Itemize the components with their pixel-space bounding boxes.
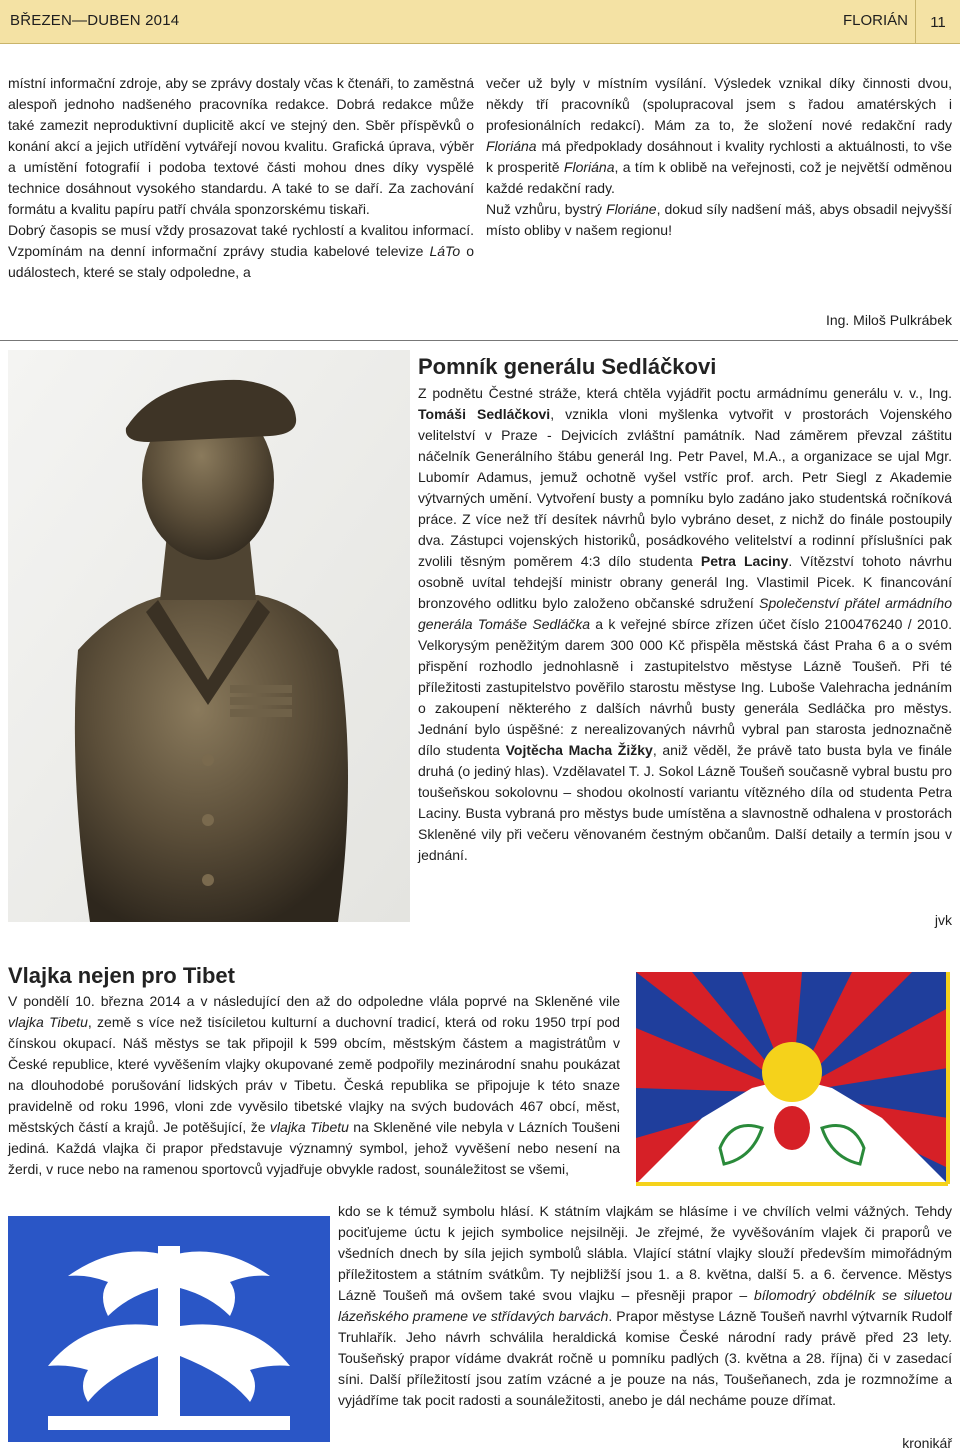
paragraph: kdo se k témuž symbolu hlásí. K státním vlajkám se hlásíme i ve chvílích velmi vážných. Tehdy pociťujeme úctu k jejich symbolice nejsilněji. Je zřejmé, že vyvěšováním vlajek či praporů ve všedních dnech by síla jejich symbolů slábla. Vlající státní vlajky slouží především mimořádným příležitostem a státním svátkům. Ty nejbližší jsou 1. a 8. května, další 5. a 6. července. Městys Lázně Toušeň má ovšem také svou vlajku – přesněji prapor – bílomodrý obdélník se siluetou lázeňského pramene ve střídavých barvách. Prapor městyse Lázně Toušeň navrhl výtvarník Rudolf Truhlařík. Jeho návrh schválila heraldická komise České národní rady právě před 23 lety. Toušeňský prapor vídáme dvakrát ročně u pomníku padlých (3. května a 28. října) či v zasedací síni. Další příležitostí jsou zatím vzácné a je pouze na nás, Toušeňanech, zda je rozmnožíme a vyjádříme tak pocit radosti a sounáležitosti, anebo je dál necháme pouze dřímat. — [338, 1203, 952, 1408]
article1-signature: Ing. Miloš Pulkrábek — [825, 312, 952, 328]
divider — [0, 340, 958, 341]
article3-body-top — [8, 991, 620, 1180]
article3-title: Vlajka nejen pro Tibet — [8, 963, 235, 988]
article2-title: Pomník generálu Sedláčkovi — [418, 354, 717, 379]
magazine-name: FLORIÁN — [842, 12, 908, 29]
article2-body — [418, 383, 952, 866]
paragraph: Z podnětu Čestné stráže, která chtěla vyjádřit poctu armádnímu generálu v. v., Ing. Tomáši Sedláčkovi, vznikla vloni myšlenka vytvořit v prostorách Vojenského velitelství v Praze - Dejvicích zvláštní památník. Nad záměrem převzal záštitu náčelník Generálního štábu generál Ing. Petr Pavel, M.A., a organizace se ujal Mgr. Lubomír Adamus, jemuž ochotně vyšel vstříc prof. arch. Petr Siegl z Akademie výtvarných umění. Vytvoření busty a pomníku bylo zadáno jako studentská ročníková práce. Z více než tří desítek návrhů bylo vybráno deset, z nichž do finále postoupily dva. Zástupci vojenských historiků, posádkového velitelství a rodinní příslušníci pak zvolili těsným poměrem 4:3 dílo studenta Petra Laciny. Vítězství tohoto návrhu osobně uvítal tehdejší ministr obrany generál Ing. Vlastimil Picek. K financování bronzového odlitku bylo založeno občanské sdružení Společenství přátel armádního generála Tomáše Sedláčka a k veřejné sbírce zřízen účet číslo 2100476240 / 2010. Velkorysým peněžitým darem 300 000 Kč přispěla městská část Praha 6 a o svém přispění rozhodlo jednohlasně i zastupitelstvo městyse Lázně Toušeň. Při té příležitosti zastupitelstvo pověřilo starostu městyse Ing. Luboše Valehracha jednáním o zakoupení některého z dalších návrhů busty generála Sedláčka pro městys. Jednání bylo úspěšné: z nerealizovaných návrhů vybral pan starosta jednoznačně dílo studenta Vojtěcha Macha Žižky, aniž věděl, že právě tato busta byla ve finále druhá (o jediný hlas). Vzdělavatel T. J. Sokol Lázně Toušeň současně vybral bustu pro toušeňskou sokolovnu – shodou okolností variantu vítězného díla od studenta Petra Laciny. Busta vybraná pro městys bude umístěna a slavnostně odhalena v prostorách Skleněné vily při večeru věnovaném čestným občanům. Další detaily a termín jsou v jednání. — [418, 385, 953, 863]
article1-column-right — [486, 73, 952, 241]
paragraph: Nuž vzhůru, bystrý Floriáne, dokud síly nadšení máš, abys obsadil nejvyšší místo obliby v našem regionu! — [486, 201, 952, 238]
page-header — [0, 0, 960, 44]
paragraph: Dobrý časopis se musí vždy prosazovat také rychlostí a kvalitou informací. Vzpomínám na denní informační zprávy studia kabelové televize LáTo o událostech, které se staly odpoledne, a — [8, 222, 474, 280]
bust-photo — [8, 350, 410, 922]
town-flag — [8, 1216, 330, 1442]
paragraph: místní informační zdroje, aby se zprávy dostaly včas k čtenáři, to zaměstná alespoň jednoho nadšeného pracovníka redakce. Dobrá redakce může také zamezit neproduktivní duplicitě akcí ve stejný den. Sběr příspěvků o konání akcí a jejich utřídění vytvářejí novou kvalitu. Grafická úprava, výběr a umístění fotografií i podoba textové části mohou dnes díky vyspělé technice dosáhnout vysokého standardu. A také to se daří. Za zachování formátu a kvalitu papíru patří chvála sponzorskému tiskaři. — [8, 75, 474, 217]
article2-signature: jvk — [934, 912, 952, 928]
article3-body-bottom — [338, 1201, 952, 1411]
article1-column-left — [8, 73, 474, 283]
paragraph: večer už byly v místním vysílání. Výsledek vznikal díky činnosti dvou, někdy tří pracovníků (spolupracoval jsem s řadou amatérských i profesionálních redakcí). Mám za to, že složení nové redakční rady Floriána má předpoklady dosáhnout i kvality rychlosti a aktuálnosti, to vše k prosperitě Floriána, a tím k oblibě na veřejnosti, což je největší odměnou každé redakční rady. — [486, 75, 952, 196]
tibet-flag — [632, 968, 952, 1188]
paragraph: V pondělí 10. března 2014 a v následující den až do odpoledne vlála poprvé na Skleněné vile vlajka Tibetu, země s více než tisíciletou kulturní a duchovní tradicí, která od roku 1950 trpí pod čínskou okupací. Náš městys se tak připojil k 599 obcím, městským částem a magistrátům v České republice, které vyvěšením vlajky okupované země podpořily mezinárodní snahu poukázat na dlouhodobé porušování lidských práv v Tibetu. Česká republika se připojuje k této snaze pravidelně od roku 1996, vloni zde vyvěsilo tibetské vlajky na svých budovách 467 obcí, měst, městských částí a krajů. Je potěšující, že vlajka Tibetu na Skleněné vile nebyla v Lázních Toušeni jediná. Každá vlajka či prapor představuje významný symbol, jehož vyvěšení nebo nesení na žerdi, v ruce nebo na ramenou sportovců vyjadřuje obvykle radost, sounáležitost se všemi, — [8, 993, 620, 1177]
issue-date: BŘEZEN—DUBEN 2014 — [10, 12, 180, 29]
page-number: 11 — [915, 0, 960, 44]
article3-signature: kronikář — [902, 1435, 952, 1451]
